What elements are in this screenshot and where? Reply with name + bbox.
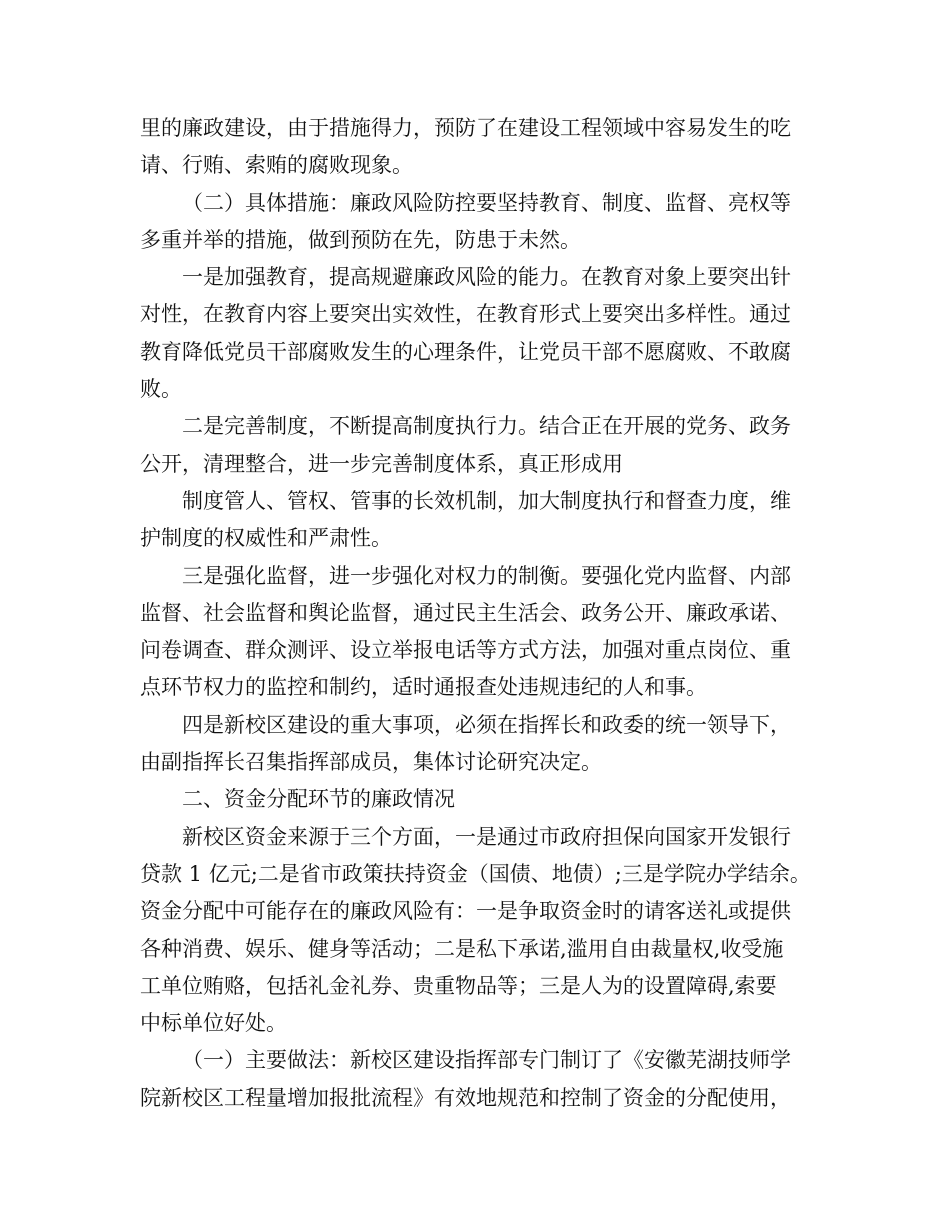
text-line: 院新校区工程量增加报批流程》有效地规范和控制了资金的分配使用， bbox=[140, 1085, 791, 1110]
text-line: 中标单位好处。 bbox=[140, 1011, 287, 1036]
text-line: 败。 bbox=[140, 377, 182, 402]
text-line: 公开，清理整合，进一步完善制度体系，真正形成用 bbox=[140, 451, 623, 476]
text-line: （二）具体措施：廉政风险防控要坚持教育、制度、监督、亮权等 bbox=[182, 190, 791, 215]
text-line: 四是新校区建设的重大事项，必须在指挥长和政委的统一领导下， bbox=[182, 712, 791, 737]
text-line: 请、行贿、索贿的腐败现象。 bbox=[140, 153, 413, 178]
text-line: 对性，在教育内容上要突出实效性，在教育形式上要突出多样性。通过 bbox=[140, 302, 791, 327]
text-line: 资金分配中可能存在的廉政风险有：一是争取资金时的请客送礼或提供 bbox=[140, 899, 791, 924]
text-line: （一）主要做法：新校区建设指挥部专门制订了《安徽芜湖技师学 bbox=[182, 1048, 791, 1073]
text-line: 工单位贿赂，包括礼金礼券、贵重物品等；三是人为的设置障碍,索要 bbox=[140, 973, 777, 998]
text-line: 教育降低党员干部腐败发生的心理条件，让党员干部不愿腐败、不敢腐 bbox=[140, 339, 791, 364]
text-line: 二是完善制度，不断提高制度执行力。结合正在开展的党务、政务 bbox=[182, 414, 791, 439]
text-line: 里的廉政建设，由于措施得力，预防了在建设工程领域中容易发生的吃 bbox=[140, 116, 791, 140]
text-line: 三是强化监督，进一步强化对权力的制衡。要强化党内监督、内部 bbox=[182, 563, 791, 588]
text-line: 护制度的权威性和严肃性。 bbox=[140, 526, 392, 551]
text-line: 各种消费、娱乐、健身等活动；二是私下承诺,滥用自由裁量权,收受施 bbox=[140, 936, 784, 961]
text-line: 监督、社会监督和舆论监督，通过民主生活会、政务公开、廉政承诺、 bbox=[140, 600, 791, 625]
document-body bbox=[140, 110, 830, 1117]
text-line: 贷款 1 亿元;二是省市政策扶持资金（国债、地债）;三是学院办学结余。 bbox=[140, 861, 811, 886]
text-line: 多重并举的措施，做到预防在先，防患于未然。 bbox=[140, 227, 581, 252]
text-line: 问卷调查、群众测评、设立举报电话等方式方法，加强对重点岗位、重 bbox=[140, 638, 791, 663]
text-line: 一是加强教育，提高规避廉政风险的能力。在教育对象上要突出针 bbox=[182, 265, 791, 290]
text-line: 由副指挥长召集指挥部成员，集体讨论研究决定。 bbox=[140, 750, 602, 775]
text-line: 新校区资金来源于三个方面，一是通过市政府担保向国家开发银行 bbox=[182, 824, 791, 849]
text-line: 制度管人、管权、管事的长效机制，加大制度执行和督查力度，维 bbox=[182, 488, 791, 513]
text-line: 点环节权力的监控和制约，适时通报查处违规违纪的人和事。 bbox=[140, 675, 707, 700]
text-line: 二、资金分配环节的廉政情况 bbox=[182, 787, 455, 812]
